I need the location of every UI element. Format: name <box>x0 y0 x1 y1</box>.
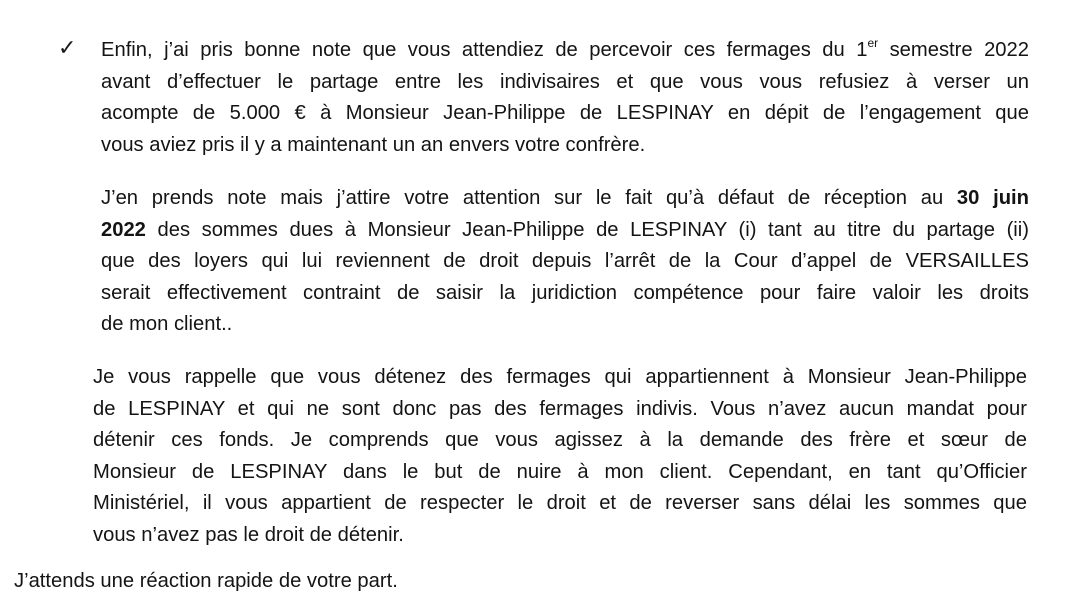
paragraph-line: 2022 des sommes dues à Monsieur Jean-Philippe de LESPINAY (i) tant au titre du partage (ii) <box>101 218 1029 241</box>
closing-sentence <box>14 566 398 598</box>
paragraph-line: serait effectivement contraint de saisir la juridiction compétence pour faire valoir les droits <box>101 281 1029 304</box>
paragraph-line: de LESPINAY et qui ne sont donc pas des fermages indivis. Vous n’avez aucun mandat pour <box>93 397 1027 420</box>
checkmark-icon: ✓ <box>58 35 77 60</box>
paragraph-line: de mon client.. <box>101 313 233 336</box>
paragraph-line: Enfin, j’ai pris bonne note que vous attendiez de percevoir ces fermages du 1er semestre 2022 <box>101 36 1029 61</box>
bullet-paragraph <box>101 35 1029 161</box>
paragraph-line: J’en prends note mais j’attire votre attention sur le fait qu’à défaut de réception au 30 juin <box>101 187 1029 209</box>
paragraph-line: vous aviez pris il y a maintenant un an envers votre confrère. <box>101 133 646 156</box>
reminder-paragraph <box>93 362 1027 552</box>
paragraph-line: Monsieur de LESPINAY dans le but de nuire à mon client. Cependant, en tant qu’Officier <box>93 460 1027 483</box>
paragraph-line: détenir ces fonds. Je comprends que vous agissez à la demande des frère et sœur de <box>93 429 1027 452</box>
paragraph-line: acompte de 5.000 € à Monsieur Jean-Philippe de LESPINAY en dépit de l’engagement que <box>101 102 1029 125</box>
paragraph-line: Ministériel, il vous appartient de respecter le droit et de reverser sans délai les sommes que <box>93 492 1027 515</box>
paragraph-line: Je vous rappelle que vous détenez des fermages qui appartiennent à Monsieur Jean-Philippe <box>93 366 1027 388</box>
paragraph-line: vous n’avez pas le droit de détenir. <box>93 523 404 546</box>
closing-text: J’attends une réaction rapide de votre part. <box>14 570 398 592</box>
paragraph-line: avant d’effectuer le partage entre les indivisaires et que vous vous refusiez à verser un <box>101 70 1029 93</box>
paragraph-line: que des loyers qui lui reviennent de droit depuis l’arrêt de la Cour d’appel de VERSAILLES <box>101 250 1029 273</box>
warning-paragraph <box>101 183 1029 341</box>
